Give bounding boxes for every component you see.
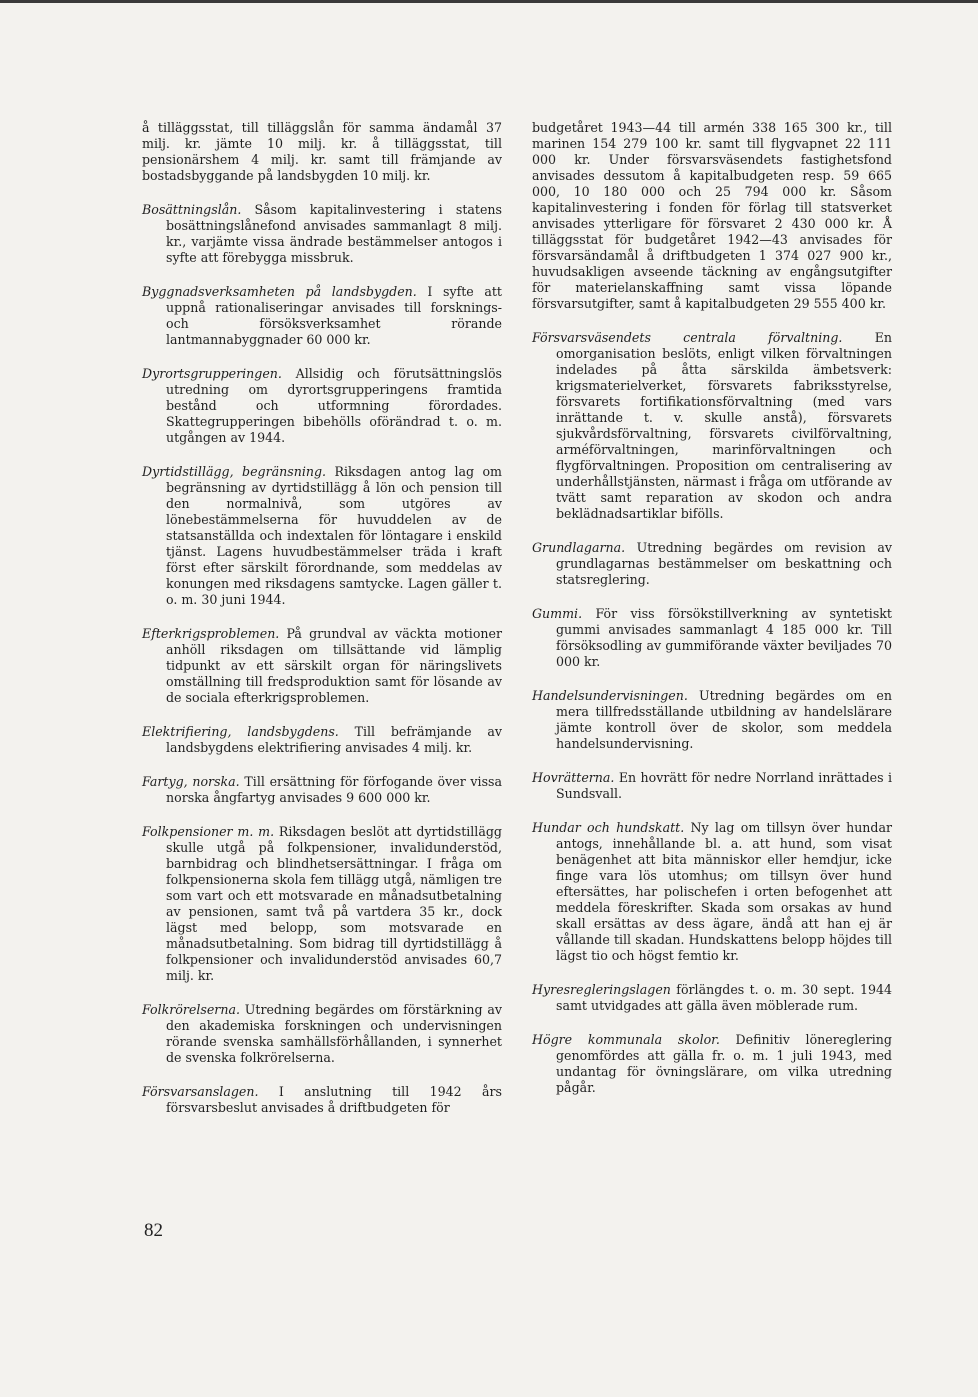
entry-heading: Försvarsväsendets centrala förvaltning.	[532, 330, 843, 345]
entry-text: Ny lag om tillsyn över hundar antogs, innehållande bl. a. att hund, som visat benägenhet att bita människor eller hemdjur, icke finge vara lös utomhus; om tillsyn över hund eftersättes, har polischefen i orten befogenhet att meddela föreskrifter. Skada som orsakas av hund skall ersättas av dess ägare, ändå att han ej är vållande till skadan. Hundskattens belopp höjdes till lägst tio och högst femtio kr.	[556, 820, 893, 963]
entry-text: Definitiv lönereglering genomfördes att gälla fr. o. m. 1 juli 1943, med undantag för övningslärare, om vilka utredning pågår.	[556, 1032, 892, 1095]
right-entry-7	[532, 982, 892, 1014]
entry-text: Till befrämjande av landsbygdens elektrifiering anvisades 4 milj. kr.	[166, 724, 502, 755]
left-column	[142, 120, 502, 1134]
entry-text: Såsom kapitalinvestering i statens bosättningslånefond anvisades sammanlagt 8 milj. kr., varjämte vissa ändrade bestämmelser antogos i syfte att förebygga missbruk.	[166, 202, 502, 265]
entry-text: En omorganisation beslöts, enligt vilken förvaltningen indelades på åtta särskilda ämbetsverk: krigsmaterielverket, försvarets fabriksstyrelse, försvarets fortifikationsförvaltning (med vars inrättande t. v. skulle anstå), försvarets sjukvårdsförvaltning, försvarets civilförvaltning, arméförvaltningen, marinförvaltningen och flygförvaltningen. Proposition om centralisering av underhållstjänsten, närmast i fråga om utförande av tvätt samt reparation av skodon och andra beklädnadsartiklar bifölls.	[556, 330, 892, 521]
entry-text: På grundval av väckta motioner anhöll riksdagen om tillsättande vid lämplig tidpunkt av ett särskilt organ för näringslivets omställning till fredsproduktion samt för lösande av de sociala efterkrigsproblemen.	[166, 626, 502, 705]
left-entry-8	[142, 824, 502, 984]
right-entry-6	[532, 820, 892, 964]
entry-heading: Dyrtidstillägg, begränsning.	[142, 464, 327, 479]
entry-text: Utredning begärdes om en mera tillfredsställande utbildning av handelslärare jämte kontroll över de skolor, som meddela handelsundervisning.	[556, 688, 892, 751]
entry-heading: Hovrätterna.	[532, 770, 615, 785]
left-entry-1	[142, 202, 502, 266]
entry-text: Till ersättning för förfogande över vissa norska ångfartyg anvisades 9 600 000 kr.	[166, 774, 502, 805]
left-entry-4	[142, 464, 502, 608]
page-number: 82	[144, 1220, 163, 1241]
entry-heading: Hundar och hundskatt.	[532, 820, 685, 835]
right-entry-1	[532, 330, 892, 522]
right-entry-3	[532, 606, 892, 670]
left-entry-10	[142, 1084, 502, 1116]
entry-text: budgetåret 1943—44 till armén 338 165 300 kr., till marinen 154 279 100 kr. samt till flygvapnet 22 111 000 kr. Under försvarsväsendets fastighetsfond anvisades dessutom å kapitalbudgeten resp. 59 665 000, 10 180 000 och 25 794 000 kr. Såsom kapitalinvestering i fonden för förlag till statsverket anvisades ytterligare för försvaret 2 430 000 kr. Å tilläggsstat för budgetåret 1942—43 anvisades för försvarsändamål å driftbudgeten 1 374 027 900 kr., huvudsakligen avseende täckning av engångsutgifter för materielanskaffning samt vissa löpande försvarsutgifter, samt å kapitalbudgeten 29 555 400 kr.	[532, 120, 892, 311]
entry-heading: Försvarsanslagen.	[142, 1084, 259, 1099]
entry-heading: Handelsundervisningen.	[532, 688, 688, 703]
left-entry-3	[142, 366, 502, 446]
entry-heading: Elektrifiering, landsbygdens.	[142, 724, 339, 739]
entry-text: Riksdagen antog lag om begränsning av dyrtidstillägg å lön och pension till den normalnivå, som utgöres av lönebestämmelserna för huvuddelen av de statsanställda och indextalen för löntagare i enskild tjänst. Lagens huvudbestämmelser träda i kraft först efter särskilt förordnande, som meddelas av konungen med riksdagens samtycke. Lagen gäller t. o. m. 30 juni 1944.	[166, 464, 502, 607]
entry-text: En hovrätt för nedre Norrland inrättades i Sundsvall.	[556, 770, 892, 801]
entry-heading: Folkpensioner m. m.	[142, 824, 275, 839]
entry-heading: Fartyg, norska.	[142, 774, 240, 789]
left-entry-6	[142, 724, 502, 756]
entry-heading: Dyrortsgrupperingen.	[142, 366, 282, 381]
entry-text: Utredning begärdes om revision av grundlagarnas bestämmelser om beskattning och statsreglering.	[556, 540, 892, 587]
entry-text: å tilläggsstat, till tilläggslån för samma ändamål 37 milj. kr. jämte 10 milj. kr. å tilläggsstat, till pensionärshem 4 milj. kr. samt till främjande av bostadsbyggande på landsbygden 10 milj. kr.	[142, 120, 502, 183]
left-entry-2	[142, 284, 502, 348]
entry-heading: Hyresregleringslagen	[532, 982, 671, 997]
entry-text: I anslutning till 1942 års försvarsbeslut anvisades å driftbudgeten för	[166, 1084, 502, 1115]
left-entry-9	[142, 1002, 502, 1066]
entry-heading: Gummi.	[532, 606, 583, 621]
right-entry-5	[532, 770, 892, 802]
entry-text: I syfte att uppnå rationaliseringar anvisades till forsknings- och försöksverksamhet rörande lantmannabyggnader 60 000 kr.	[166, 284, 502, 347]
entry-text: förlängdes t. o. m. 30 sept. 1944 samt utvidgades att gälla även möblerade rum.	[556, 982, 892, 1013]
right-column	[532, 120, 892, 1114]
entry-heading: Byggnadsverksamheten på landsbygden.	[142, 284, 417, 299]
entry-text: Utredning begärdes om förstärkning av den akademiska forskningen och undervisningen rörande svenska samhällsförhållanden, i synnerhet de svenska folkrörelserna.	[166, 1002, 502, 1065]
right-entry-8	[532, 1032, 892, 1096]
entry-heading: Efterkrigsproblemen.	[142, 626, 280, 641]
right-entry-2	[532, 540, 892, 588]
right-entry-4	[532, 688, 892, 752]
entry-text: Riksdagen beslöt att dyrtidstillägg skulle utgå på folkpensioner, invalidunderstöd, barnbidrag och blindhetsersättningar. I fråga om folkpensionerna skola fem tillägg utgå, nämligen tre som vart och ett motsvarade en månadsutbetalning av pensionen, samt två på vartdera 35 kr., dock lägst med belopp, som motsvarade en månadsutbetalning. Som bidrag till dyrtidstillägg å folkpensioner och invalidunderstöd anvisades 60,7 milj. kr.	[166, 824, 502, 983]
entry-heading: Folkrörelserna.	[142, 1002, 240, 1017]
entry-heading: Högre kommunala skolor.	[532, 1032, 720, 1047]
entry-heading: Grundlagarna.	[532, 540, 626, 555]
left-entry-0	[142, 120, 502, 184]
left-entry-5	[142, 626, 502, 706]
entry-heading: Bosättningslån.	[142, 202, 242, 217]
right-entry-0	[532, 120, 892, 312]
entry-text: Allsidig och förutsättningslös utredning om dyrortsgrupperingens framtida bestånd och utformning förordades. Skattegrupperingen bibehölls oförändrad t. o. m. utgången av 1944.	[166, 366, 502, 445]
left-entry-7	[142, 774, 502, 806]
page-top-edge	[0, 0, 978, 3]
entry-text: För viss försökstillverkning av syntetiskt gummi anvisades sammanlagt 4 185 000 kr. Till försöksodling av gummiförande växter beviljades 70 000 kr.	[556, 606, 892, 669]
